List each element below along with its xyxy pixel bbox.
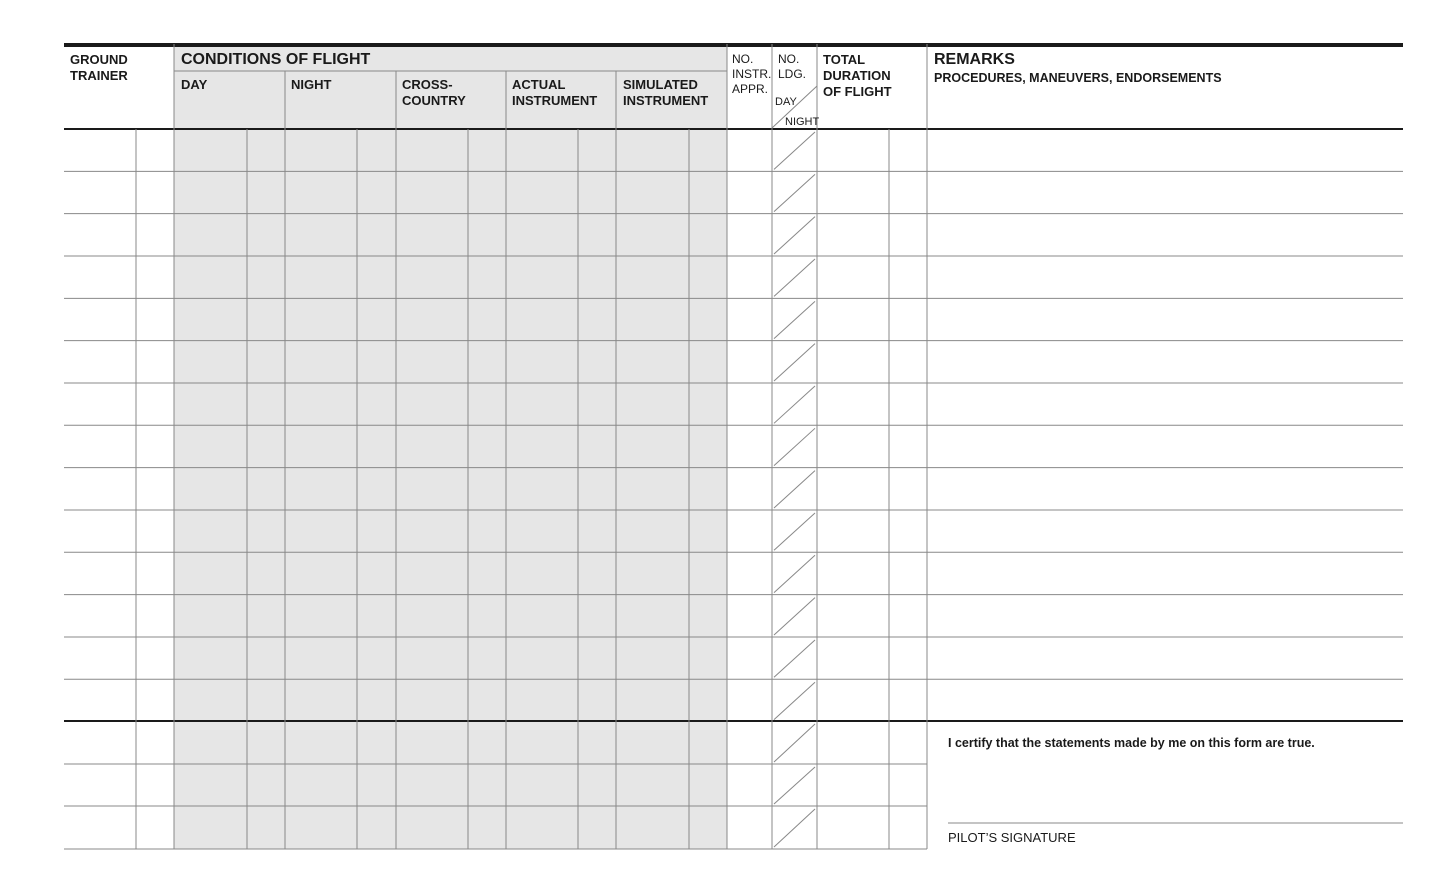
ldg-diagonal (774, 809, 815, 847)
ldg-diagonal (774, 640, 815, 677)
header-total-duration: TOTAL DURATION OF FLIGHT (823, 52, 892, 99)
header-day: DAY (181, 77, 208, 92)
header-ldg-day: DAY (775, 96, 797, 108)
header-cross-country: CROSS- COUNTRY (402, 77, 466, 108)
header-no-ldg: NO. LDG. (778, 52, 807, 81)
ldg-diagonal (774, 513, 815, 550)
ldg-diagonal (774, 217, 815, 254)
ldg-diagonal (774, 471, 815, 508)
header-ground-trainer: GROUND TRAINER (70, 52, 128, 83)
ldg-diagonal (774, 767, 815, 804)
ldg-diagonal (774, 344, 815, 381)
header-remarks-subtitle: PROCEDURES, MANEUVERS, ENDORSEMENTS (934, 71, 1222, 85)
shaded-conditions-area (174, 44, 727, 849)
ldg-diagonal (774, 386, 815, 423)
ldg-diagonal (774, 174, 815, 211)
header-remarks: REMARKS (934, 51, 1015, 68)
certification-statement: I certify that the statements made by me on this form are true. (948, 736, 1315, 750)
header-night: NIGHT (291, 77, 332, 92)
header-instr-appr: NO. INSTR. APPR. (732, 52, 772, 96)
ldg-diagonal (774, 259, 815, 296)
ldg-diagonal (774, 301, 815, 338)
ldg-diagonal (774, 132, 815, 169)
header-simulated-instrument: SIMULATED INSTRUMENT (623, 77, 709, 108)
ldg-diagonal (774, 682, 815, 719)
pilot-signature-label: PILOT’S SIGNATURE (948, 830, 1076, 845)
header-ldg-night: NIGHT (785, 116, 820, 128)
ldg-diagonal (774, 598, 815, 635)
header-conditions-of-flight: CONDITIONS OF FLIGHT (181, 51, 371, 68)
ldg-diagonal (774, 428, 815, 465)
header-actual-instrument: ACTUAL INSTRUMENT (512, 77, 598, 108)
ldg-diagonal (774, 555, 815, 592)
ldg-diagonal (774, 724, 815, 762)
